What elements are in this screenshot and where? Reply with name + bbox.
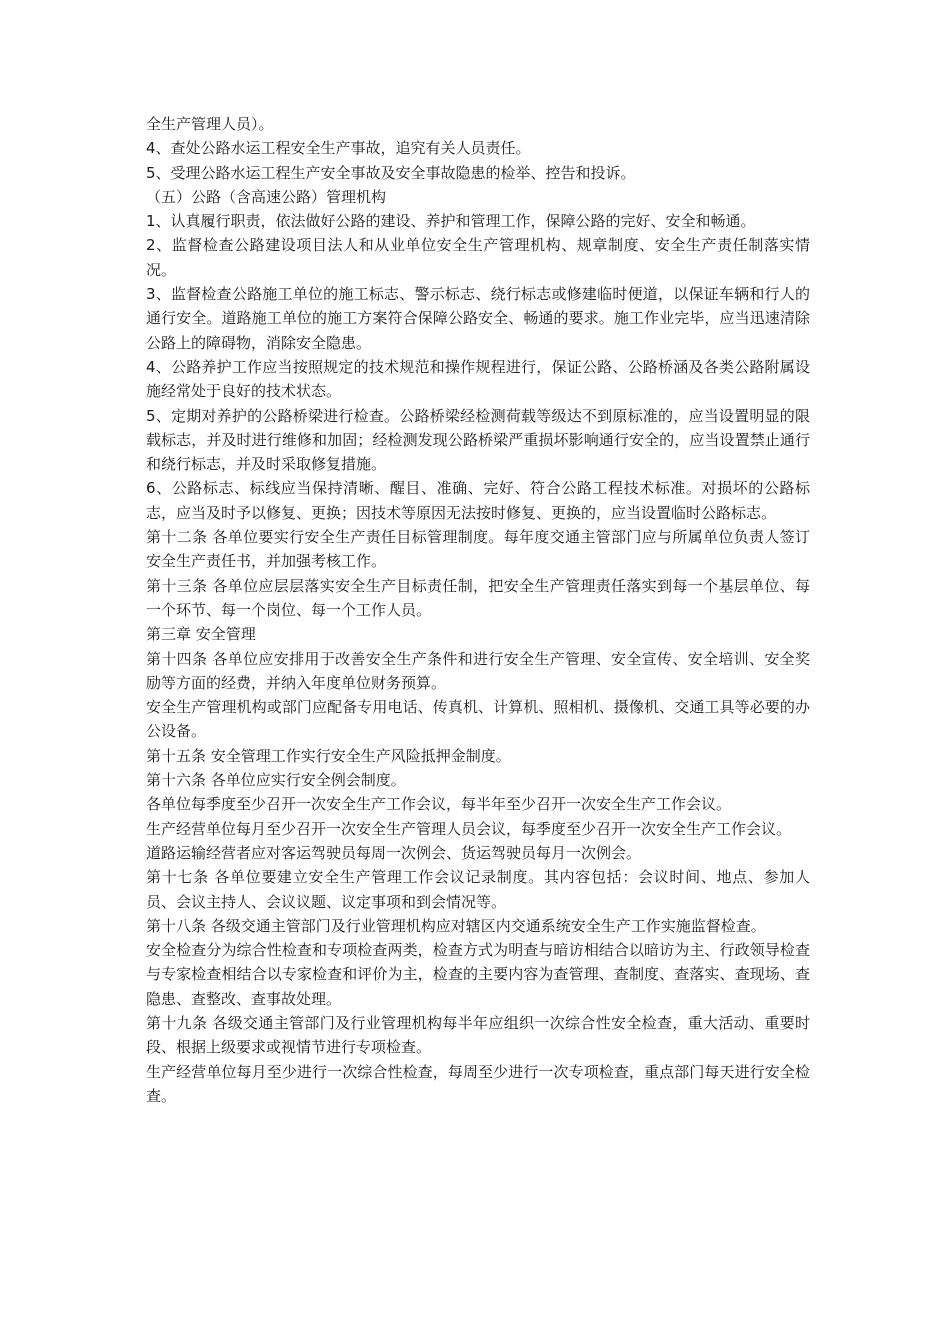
article-16: 第十六条 各单位应实行安全例会制度。 xyxy=(146,771,406,790)
paragraph: 4、查处公路水运工程安全生产事故，追究有关人员责任。 xyxy=(146,139,531,158)
paragraph: 生产经营单位每月至少召开一次安全生产管理人员会议，每季度至少召开一次安全生产工作会议。 xyxy=(146,819,792,838)
article-13: 第十三条 各单位应层层落实安全生产目标责任制，把安全生产管理责任落实到每一个基层单位、每一个环节、每一个岗位、每一个工作人员。 xyxy=(146,576,810,619)
document-body xyxy=(146,112,810,1108)
chapter-heading: 第三章 安全管理 xyxy=(146,625,256,644)
article-18: 第十八条 各级交通主管部门及行业管理机构应对辖区内交通系统安全生产工作实施监督检查。 xyxy=(146,916,766,935)
article-19: 第十九条 各级交通主管部门及行业管理机构每半年应组织一次综合性安全检查，重大活动、重要时段、根据上级要求或视情节进行专项检查。 xyxy=(146,1013,810,1057)
paragraph: 安全检查分为综合性检查和专项检查两类，检查方式为明查与暗访相结合以暗访为主、行政领导检查与专家检查相结合以专家检查和评价为主，检查的主要内容为查管理、查制度、查落实、查现场、查隐患、查整改、查事故处理。 xyxy=(146,941,810,1008)
article-15: 第十五条 安全管理工作实行安全生产风险抵押金制度。 xyxy=(146,746,511,765)
section-heading: （五）公路（含高速公路）管理机构 xyxy=(146,187,387,206)
paragraph: 6、公路标志、标线应当保持清晰、醒目、准确、完好、符合公路工程技术标准。对损坏的公路标志，应当及时予以修复、更换；因技术等原因无法按时修复、更换的，应当设置临时公路标志。 xyxy=(146,479,810,522)
paragraph: 道路运输经营者应对客运驾驶员每周一次例会、货运驾驶员每月一次例会。 xyxy=(146,843,642,862)
paragraph: 4、公路养护工作应当按照规定的技术规范和操作规程进行，保证公路、公路桥涵及各类公路附属设施经常处于良好的技术状态。 xyxy=(146,357,810,401)
article-17: 第十七条 各单位要建立安全生产管理工作会议记录制度。其内容包括：会议时间、地点、参加人员、会议主持人、会议议题、议定事项和到会情况等。 xyxy=(146,868,810,911)
paragraph: 5、受理公路水运工程生产安全事故及安全事故隐患的检举、控告和投诉。 xyxy=(146,163,636,182)
paragraph: 各单位每季度至少召开一次安全生产工作会议，每半年至少召开一次安全生产工作会议。 xyxy=(146,795,732,814)
paragraph: 生产经营单位每月至少进行一次综合性检查，每周至少进行一次专项检查，重点部门每天进行安全检查。 xyxy=(146,1062,810,1105)
paragraph: 3、监督检查公路施工单位的施工标志、警示标志、绕行标志或修建临时便道，以保证车辆和行人的通行安全。道路施工单位的施工方案符合保障公路安全、畅通的要求。施工作业完毕，应当迅速清除公路上的障碍物，消除安全隐患。 xyxy=(146,285,810,352)
paragraph: 2、监督检查公路建设项目法人和从业单位安全生产管理机构、规章制度、安全生产责任制落实情况。 xyxy=(146,236,810,279)
paragraph: 1、认真履行职责，依法做好公路的建设、养护和管理工作，保障公路的完好、安全和畅通。 xyxy=(146,212,756,231)
paragraph: 全生产管理人员）。 xyxy=(146,115,274,133)
article-12: 第十二条 各单位要实行安全生产责任目标管理制度。每年度交通主管部门应与所属单位负责人签订安全生产责任书，并加强考核工作。 xyxy=(146,528,810,571)
paragraph: 安全生产管理机构或部门应配备专用电话、传真机、计算机、照相机、摄像机、交通工具等必要的办公设备。 xyxy=(146,698,810,741)
article-14: 第十四条 各单位应安排用于改善安全生产条件和进行安全生产管理、安全宣传、安全培训、安全奖励等方面的经费，并纳入年度单位财务预算。 xyxy=(146,649,810,692)
paragraph: 5、定期对养护的公路桥梁进行检查。公路桥梁经检测荷载等级达不到原标准的，应当设置明显的限载标志，并及时进行维修和加固；经检测发现公路桥梁严重损坏影响通行安全的，应当设置禁止通行和绕行标志，并及时采取修复措施。 xyxy=(146,406,810,474)
